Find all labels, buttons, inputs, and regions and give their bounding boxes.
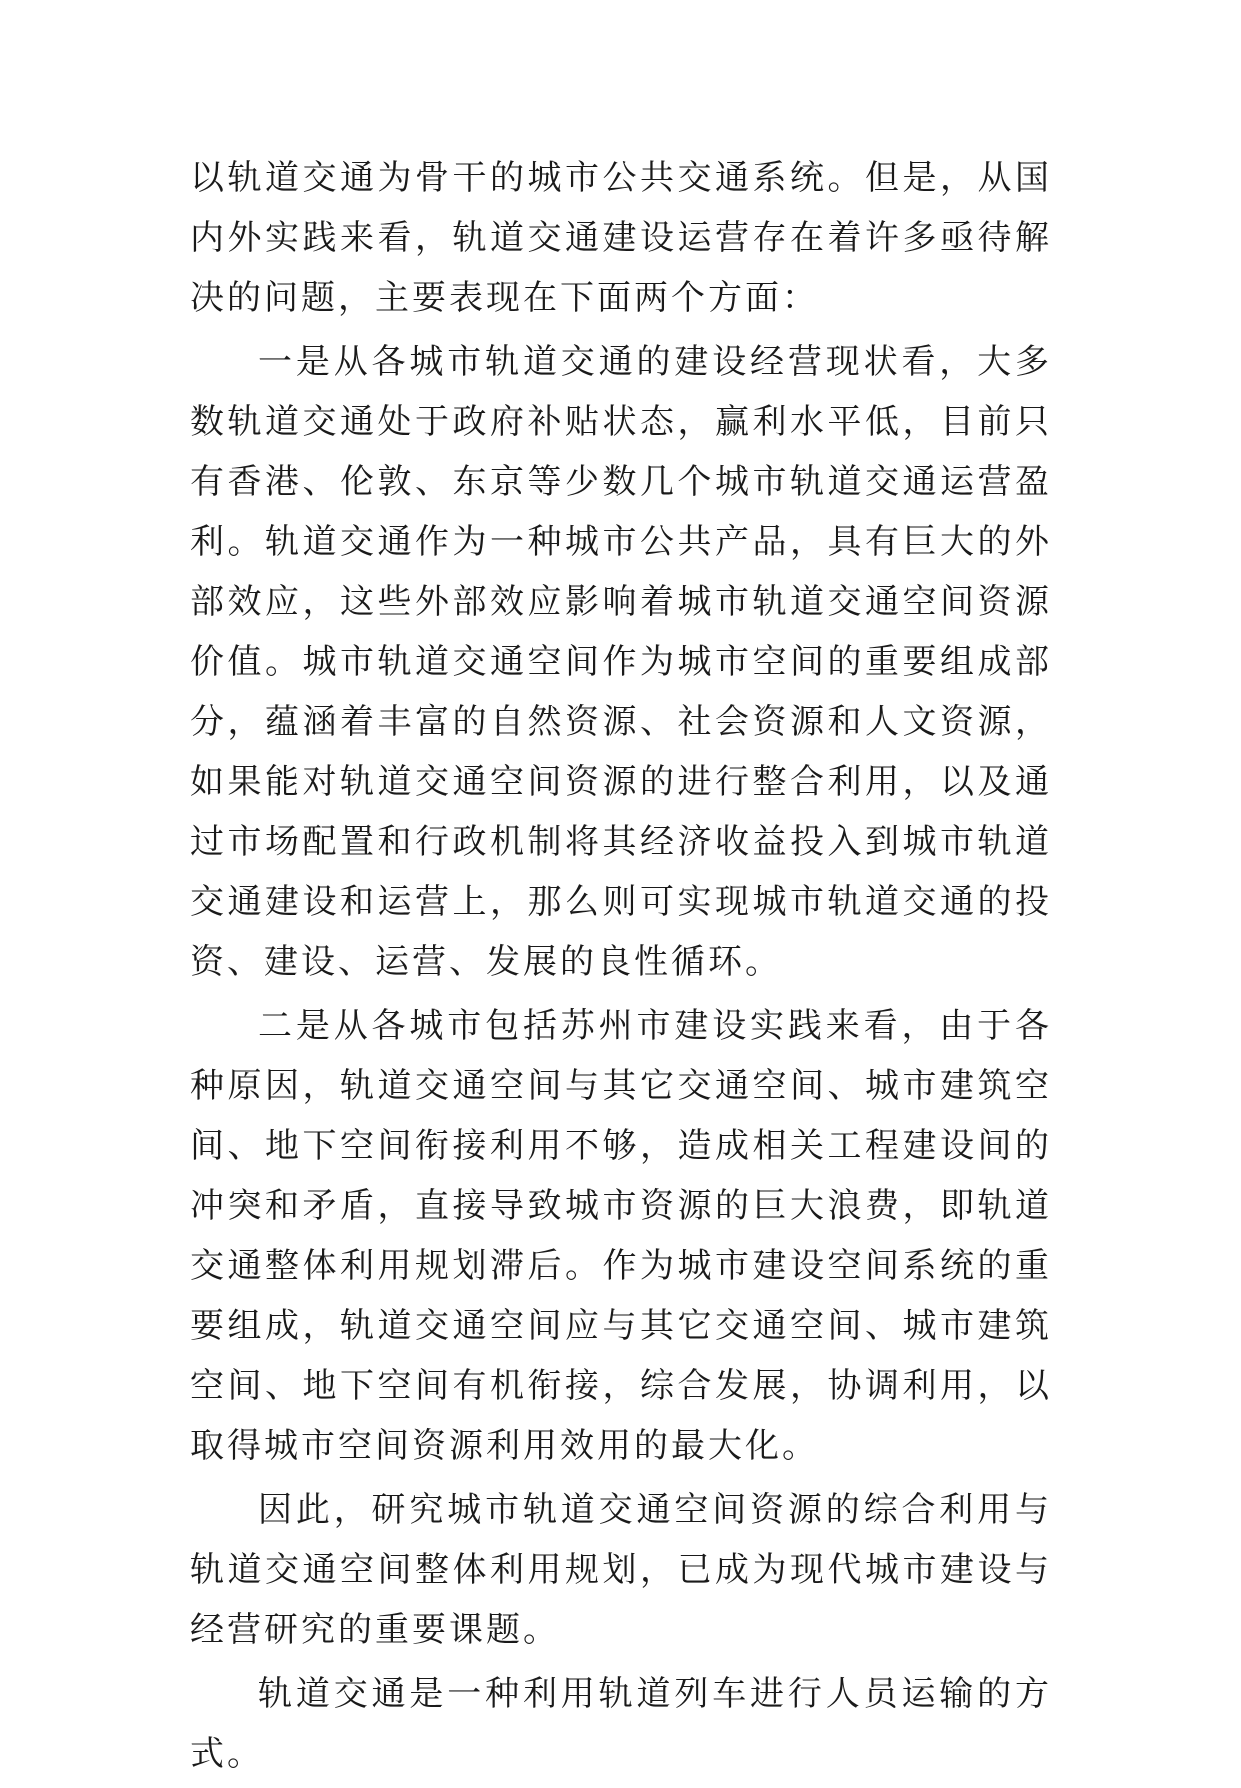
paragraph-point-one: 一是从各城市轨道交通的建设经营现状看，大多数轨道交通处于政府补贴状态，赢利水平低，目前只有香港、伦敦、东京等少数几个城市轨道交通运营盈利。轨道交通作为一种城市公共产品，具有巨大的外部效应，这些外部效应影响着城市轨道交通空间资源价值。城市轨道交通空间作为城市空间的重要组成部分，蕴涵着丰富的自然资源、社会资源和人文资源，如果能对轨道交通空间资源的进行整合利用，以及通过市场配置和行政机制将其经济收益投入到城市轨道交通建设和运营上，那么则可实现城市轨道交通的投资、建设、运营、发展的良性循环。 — [190, 342, 1052, 982]
paragraph-point-two: 二是从各城市包括苏州市建设实践来看，由于各种原因，轨道交通空间与其它交通空间、城市建筑空间、地下空间衔接利用不够，造成相关工程建设间的冲突和矛盾，直接导致城市资源的巨大浪费，即轨道交通整体利用规划滞后。作为城市建设空间系统的重要组成，轨道交通空间应与其它交通空间、城市建筑空间、地下空间有机衔接，综合发展，协调利用，以取得城市空间资源利用效用的最大化。 — [190, 1006, 1052, 1466]
document-body — [190, 148, 1052, 1788]
paragraph-continuation: 以轨道交通为骨干的城市公共交通系统。但是，从国内外实践来看，轨道交通建设运营存在着许多亟待解决的问题，主要表现在下面两个方面： — [190, 158, 1052, 318]
paragraph-definition: 轨道交通是一种利用轨道列车进行人员运输的方式。 — [190, 1674, 1052, 1774]
paragraph-conclusion: 因此，研究城市轨道交通空间资源的综合利用与轨道交通空间整体利用规划，已成为现代城市建设与经营研究的重要课题。 — [190, 1490, 1052, 1650]
